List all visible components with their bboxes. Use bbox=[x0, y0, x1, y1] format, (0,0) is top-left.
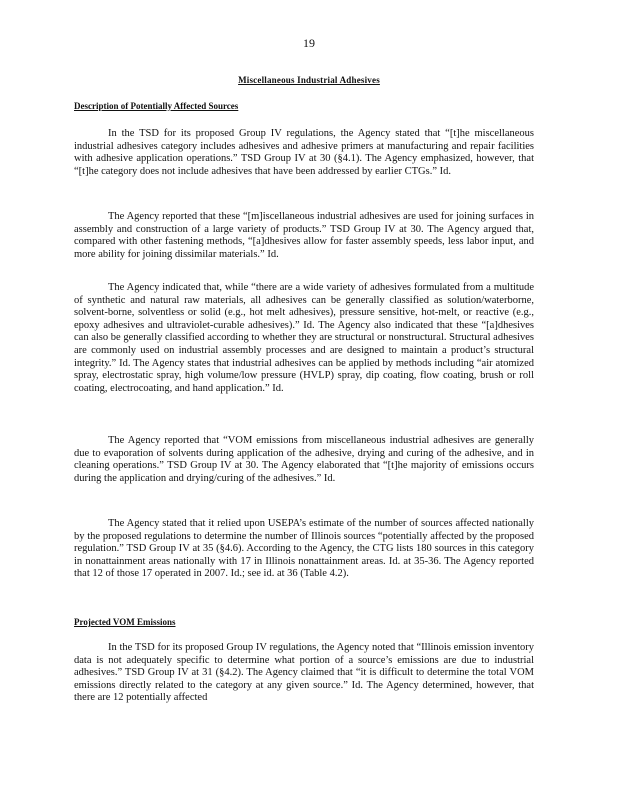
section-title: Miscellaneous Industrial Adhesives bbox=[238, 75, 380, 85]
paragraph: The Agency stated that it relied upon USEPA’s estimate of the number of sources affected nationally by the proposed regulations to determine the number of Illinois sources “potentially affected by the proposed regulation.” TSD Group IV at 35 (§4.6). According to the Agency, the CTG lists 180 sources in this category in nonattainment areas nationally with 17 in Illinois nonattainment areas. Id. at 35-36. The Agency reported that 12 of those 17 operated in 2007. Id.; see id. at 36 (Table 4.2). bbox=[74, 518, 534, 580]
paragraph: In the TSD for its proposed Group IV regulations, the Agency stated that “[t]he miscellaneous industrial adhesives category includes adhesives and adhesive primers at manufacturing and repair facilities with adhesive application operations.” TSD Group IV at 30 (§4.1). The Agency emphasized, however, that “[t]he category does not include adhesives that have been addressed by earlier CTGs.” Id. bbox=[74, 128, 534, 177]
paragraph: In the TSD for its proposed Group IV regulations, the Agency noted that “Illinois emission inventory data is not adequately specific to determine what portion of a source’s emissions are due to industrial adhesives.” TSD Group IV at 31 (§4.2). The Agency claimed that “it is difficult to determine the total VOM emissions directly related to the category at any given source.” Id. The Agency determined, however, that there are 12 potentially affected bbox=[74, 642, 534, 704]
paragraph: The Agency reported that “VOM emissions from miscellaneous industrial adhesives are generally due to evaporation of solvents during application of the adhesive, drying and curing of the adhesive, and in cleaning operations.” TSD Group IV at 30. The Agency elaborated that “[t]he majority of emissions occurs during the application and drying/curing of the adhesives.” Id. bbox=[74, 435, 534, 484]
page-number: 19 bbox=[303, 36, 315, 50]
paragraph: The Agency indicated that, while “there are a wide variety of adhesives formulated from a multitude of synthetic and natural raw materials, all adhesives can be generally classified as solution/waterborne, solvent-borne, solventless or solid (e.g., hot melt adhesives), pressure sensitive, hot-melt, or reactive (e.g., epoxy adhesives and ultraviolet-curable adhesives).” Id. The Agency also indicated that these “[a]dhesives can also be generally classified according to whether they are structural or nonstructural. Structural adhesives are commonly used on industrial assembly processes and are designed to maintain a product’s structural integrity.” Id. The Agency states that industrial adhesives can be applied by methods including “air atomized spray, electrostatic spray, high volume/low pressure (HVLP) spray, dip coating, flow coating, brush or roll coating, electrocoating, and hand application.” Id. bbox=[74, 282, 534, 394]
subheading-projected-emissions: Projected VOM Emissions bbox=[74, 617, 176, 627]
paragraph: The Agency reported that these “[m]iscellaneous industrial adhesives are used for joining surfaces in assembly and construction of a large variety of products.” TSD Group IV at 30. The Agency argued that, compared with other fastening methods, “[a]dhesives allow for faster assembly speeds, less labor input, and more ability for joining dissimilar materials.” Id. bbox=[74, 211, 534, 260]
subheading-description: Description of Potentially Affected Sources bbox=[74, 101, 239, 111]
